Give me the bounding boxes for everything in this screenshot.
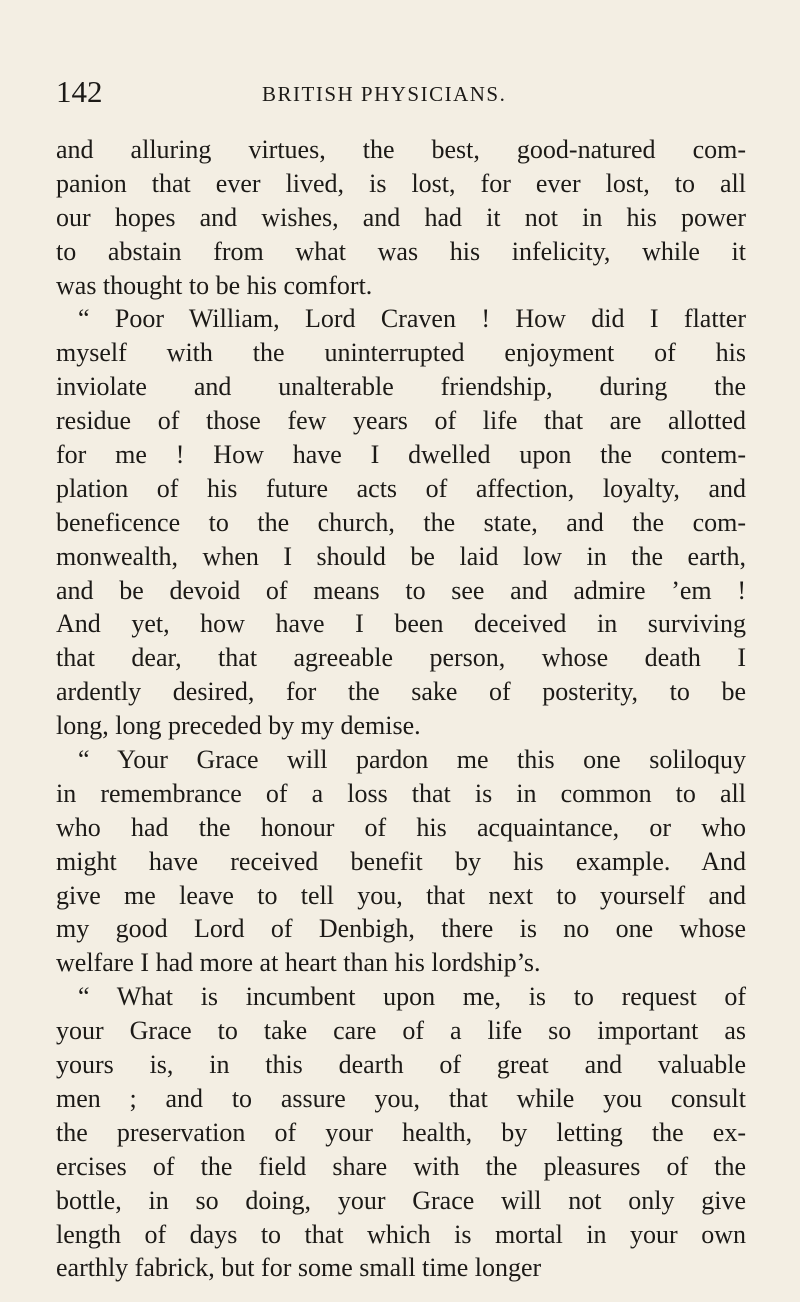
text-line: give me leave to tell you, that next to yourself and <box>56 880 746 910</box>
body-text <box>56 133 746 1285</box>
text-line: ercises of the field share with the pleasures of the <box>56 1151 746 1181</box>
text-line: our hopes and wishes, and had it not in his power <box>56 202 746 232</box>
text-line: panion that ever lived, is lost, for ever lost, to all <box>56 168 746 198</box>
text-line: might have received benefit by his example. And <box>56 846 746 876</box>
text-line: the preservation of your health, by letting the ex- <box>56 1117 746 1147</box>
text-line: residue of those few years of life that are allotted <box>56 406 746 436</box>
text-line: your Grace to take care of a life so important as <box>56 1016 746 1046</box>
text-line: and be devoid of means to see and admire ’em ! <box>56 575 746 605</box>
text-line: who had the honour of his acquaintance, or who <box>56 812 746 842</box>
text-line: yours is, in this dearth of great and valuable <box>56 1050 746 1080</box>
text-line: earthly fabrick, but for some small time longer <box>56 1253 542 1283</box>
text-line: men ; and to assure you, that while you consult <box>56 1083 746 1113</box>
text-line: that dear, that agreeable person, whose death I <box>56 643 746 673</box>
text-line: in remembrance of a loss that is in common to all <box>56 778 746 808</box>
text-line: “ Poor William, Lord Craven ! How did I flatter <box>78 304 746 334</box>
text-line: was thought to be his comfort. <box>56 270 373 300</box>
text-line: long, long preceded by my demise. <box>56 711 421 741</box>
text-line: plation of his future acts of affection, loyalty, and <box>56 473 746 503</box>
text-line: ardently desired, for the sake of posterity, to be <box>56 677 746 707</box>
running-title: BRITISH PHYSICIANS. <box>262 82 507 106</box>
text-line: inviolate and unalterable friendship, during the <box>56 372 746 402</box>
text-line: to abstain from what was his infelicity, while it <box>56 236 746 266</box>
text-line: my good Lord of Denbigh, there is no one whose <box>56 914 746 944</box>
text-line: bottle, in so doing, your Grace will not only give <box>56 1185 746 1215</box>
text-line: And yet, how have I been deceived in surviving <box>56 609 746 639</box>
text-line: length of days to that which is mortal in your own <box>56 1219 746 1249</box>
text-line: welfare I had more at heart than his lordship’s. <box>56 948 541 978</box>
text-line: myself with the uninterrupted enjoyment of his <box>56 338 746 368</box>
text-line: for me ! How have I dwelled upon the contem- <box>56 440 746 470</box>
text-line: “ What is incumbent upon me, is to request of <box>78 982 746 1012</box>
text-line: beneficence to the church, the state, and the com- <box>56 507 746 537</box>
text-line: and alluring virtues, the best, good-natured com- <box>56 135 746 164</box>
text-line: monwealth, when I should be laid low in the earth, <box>56 541 746 571</box>
page-number: 142 <box>56 74 103 109</box>
text-line: “ Your Grace will pardon me this one soliloquy <box>78 745 746 775</box>
running-header <box>56 72 746 112</box>
